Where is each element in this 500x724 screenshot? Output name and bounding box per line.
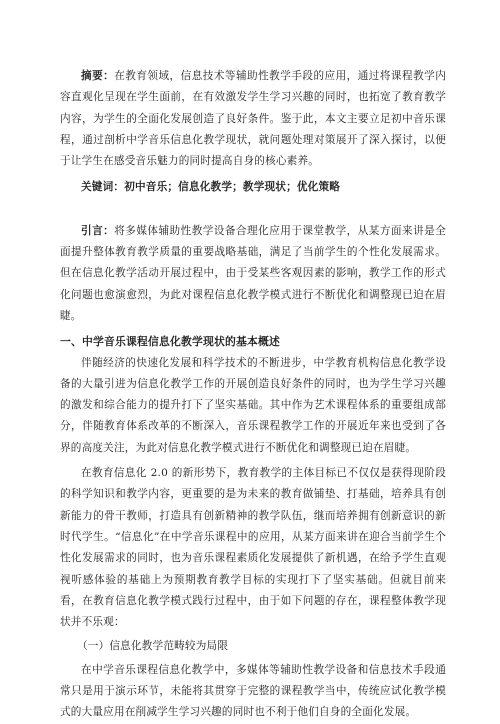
keywords-label: 关键词：	[81, 181, 125, 194]
body-paragraph: 伴随经济的快速化发展和科学技术的不断进步，中学教育机构信息化教学设备的大量引进为信息化教学工作的开展创造良好条件的同时，也为学生学习兴趣的激发和综合能力的提升打下了坚实基础。其中作为艺术课程体系的重要组成部分，伴随教育体系改革的不断深入，音乐课程教学工作的开展近年来也受到了各界的高度关注，为此对信息化教学模式进行不断优化和调整现已迫在眉睫。	[60, 356, 446, 454]
intro-text: 将多媒体辅助性教学设备合理化应用于课堂教学，从某方面来讲是全面提升整体教育教学质量的重要战略基础，满足了当前学生的个性化发展需求。但在信息化教学活动开展过程中，由于受某些客观因素的影响，教学工作的形式化问题也愈演愈烈，为此对课程信息化教学模式进行不断优化和调整现已迫在眉睫。	[60, 224, 447, 322]
body-paragraph: 在教育信息化 2.0 的新形势下，教育教学的主体目标已不仅仅是获得现阶段的科学知识和教学内容，更重要的是为未来的教育做铺垫、打基础，培养具有创新能力的骨干教师，打造具有创新精神的教学队伍，继而培养拥有创新意识的新时代学生。“信息化”在中学音乐课程中的应用，从某方面来讲在迎合当前学生个性化发展需求的同时，也为音乐课程素质化发展提供了新机遇，在给予学生直观视听感体验的基础上为预期教育教学目标的实现打下了坚实基础。但就目前来看，在教育信息化教学模式践行过程中，由于如下问题的存在，课程整体教学现状并不乐观：	[60, 467, 446, 629]
abstract-label-sep: ：	[103, 70, 115, 82]
abstract-text: 在教育领域，信息技术等辅助性教学手段的应用，通过将课程教学内容直观化呈现在学生面前，在有效激发学生学习兴趣的同时，也拓宽了教育教学内容，为学生的全面化发展创造了良好条件。鉴于此，本文主要立足初中音乐课程，通过剖析中学音乐信息化教学现状，就问题处理对策展开了深入探讨，以便于让学生在感受音乐魅力的同时提高自身的核心素养。	[60, 70, 447, 168]
abstract-paragraph	[60, 66, 446, 172]
subsection-heading: （一）信息化教学范畴较为局限	[77, 640, 229, 653]
document-page	[60, 66, 446, 724]
section-heading: 一、中学音乐课程信息化教学现状的基本概述	[60, 335, 280, 349]
abstract-label: 摘要	[81, 70, 104, 82]
spacer	[60, 199, 446, 221]
intro-paragraph	[60, 221, 446, 327]
intro-label: 引言	[81, 224, 104, 237]
body-paragraph: 在中学音乐课程信息化教学中，多媒体等辅助性教学设备和信息技术手段通常只是用于演示环节，未能将其贯穿于完整的课程教学当中，传统应试化教学模式的大量应用在削减学生学习兴趣的同时也不利于他们自身的全面化发展。	[60, 663, 446, 719]
intro-label-sep: ：	[103, 224, 115, 237]
keywords-line	[60, 177, 446, 198]
keywords-text: 初中音乐；信息化教学；教学现状；优化策略	[124, 181, 341, 194]
